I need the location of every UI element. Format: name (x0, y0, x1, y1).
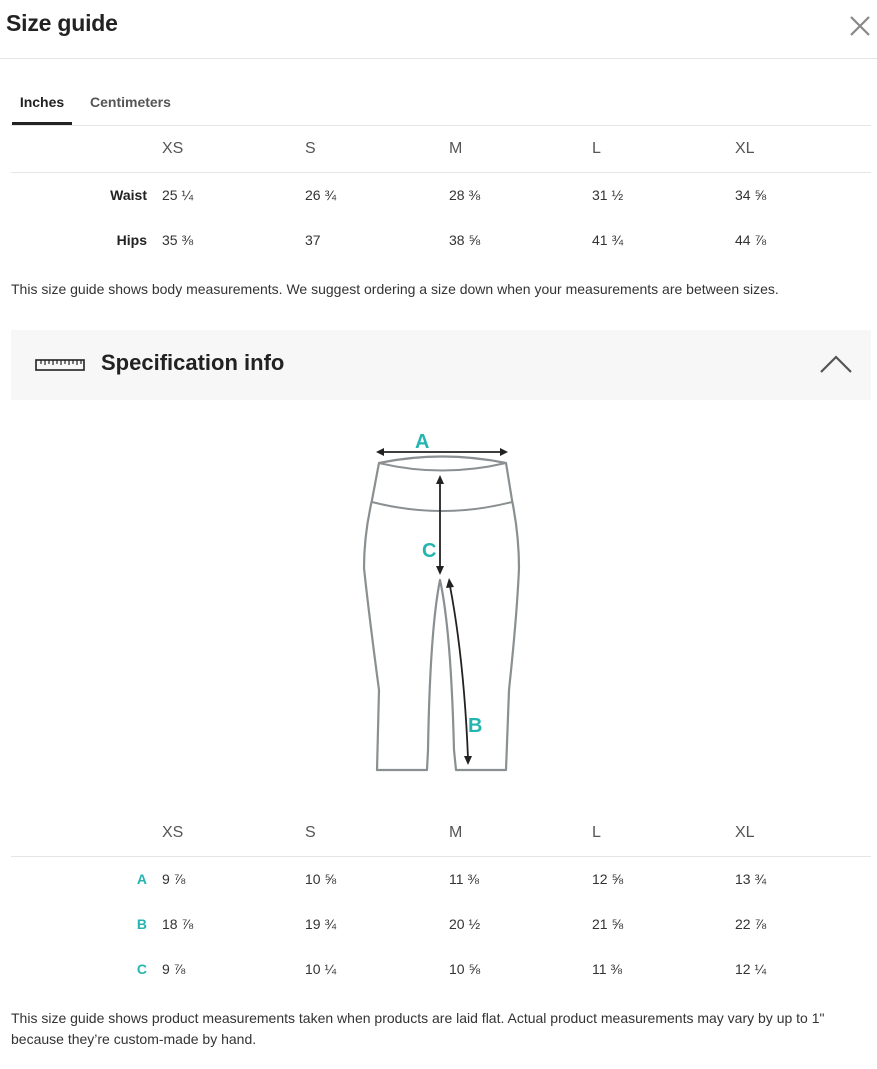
measurement-value: 28 ⅜ (449, 186, 481, 203)
diagram-label-a: A (415, 431, 430, 453)
row-label: C (136, 960, 147, 977)
measurement-value: 13 ¾ (735, 870, 767, 887)
body-measurements-table (11, 126, 871, 262)
measurement-value: 35 ⅜ (162, 231, 194, 248)
measurement-value: 18 ⅞ (162, 915, 194, 932)
size-header: XS (147, 126, 290, 172)
table-row (11, 856, 871, 901)
measurement-value: 12 ⅝ (592, 870, 624, 887)
modal-header (0, 0, 877, 59)
measurement-value: 10 ¼ (305, 960, 337, 977)
header-blank (11, 810, 147, 856)
size-header: M (434, 126, 577, 172)
size-header: L (577, 126, 720, 172)
table-header-row (11, 810, 871, 856)
size-header: XL (720, 126, 871, 172)
leggings-diagram (345, 420, 545, 780)
table-row (11, 217, 871, 262)
measurement-value: 10 ⅝ (305, 870, 337, 887)
specification-table (11, 810, 871, 991)
measurement-value: 19 ¾ (305, 915, 337, 932)
table-row (11, 172, 871, 217)
measurement-value: 9 ⅞ (162, 960, 186, 977)
tab-inches[interactable]: Inches (12, 88, 72, 125)
diagram-label-c: C (422, 540, 437, 562)
measurement-value: 34 ⅝ (735, 186, 767, 203)
measurement-value: 11 ⅜ (449, 870, 480, 887)
size-header: S (290, 126, 434, 172)
chevron-up-icon (819, 352, 853, 376)
row-label: Hips (116, 231, 147, 248)
measurement-value: 37 (305, 231, 321, 248)
ruler-icon (35, 357, 85, 373)
measurement-value: 20 ½ (449, 915, 481, 932)
size-header: L (577, 810, 720, 856)
measurement-value: 12 ¼ (735, 960, 767, 977)
measurement-value: 21 ⅝ (592, 915, 624, 932)
header-blank (11, 126, 147, 172)
measurement-value: 25 ¼ (162, 186, 194, 203)
tab-centimeters[interactable]: Centimeters (90, 94, 171, 110)
measurement-value: 38 ⅝ (449, 231, 481, 248)
table-header-row (11, 126, 871, 172)
size-header: XS (147, 810, 290, 856)
row-label: B (136, 915, 147, 932)
row-label: Waist (110, 186, 147, 203)
measurement-value: 11 ⅜ (592, 960, 623, 977)
specification-toggle[interactable] (11, 330, 871, 400)
size-header: M (434, 810, 577, 856)
measurement-value: 9 ⅞ (162, 870, 186, 887)
size-header: XL (720, 810, 871, 856)
close-button[interactable] (846, 12, 874, 40)
row-label: A (136, 870, 147, 887)
body-measurements-note: This size guide shows body measurements. We suggest ordering a size down when your measurements are between sizes. (11, 281, 779, 297)
measurement-value: 22 ⅞ (735, 915, 767, 932)
unit-tabs (11, 88, 871, 126)
measurement-value: 26 ¾ (305, 186, 337, 203)
size-header: S (290, 810, 434, 856)
specification-title: Specification info (101, 350, 285, 375)
measurement-value: 41 ¾ (592, 231, 624, 248)
close-icon (846, 12, 874, 40)
table-row (11, 946, 871, 991)
measurement-value: 10 ⅝ (449, 960, 481, 977)
modal-title: Size guide (6, 10, 118, 36)
capri-leggings-illustration (345, 420, 545, 780)
measurement-value: 31 ½ (592, 186, 624, 203)
table-row (11, 901, 871, 946)
measurement-value: 44 ⅞ (735, 231, 767, 248)
specification-note: This size guide shows product measurements taken when products are laid flat. Actual product measurements may vary by up to 1" because they’re custom-made by hand. (11, 1010, 825, 1047)
diagram-label-b: B (468, 715, 483, 737)
